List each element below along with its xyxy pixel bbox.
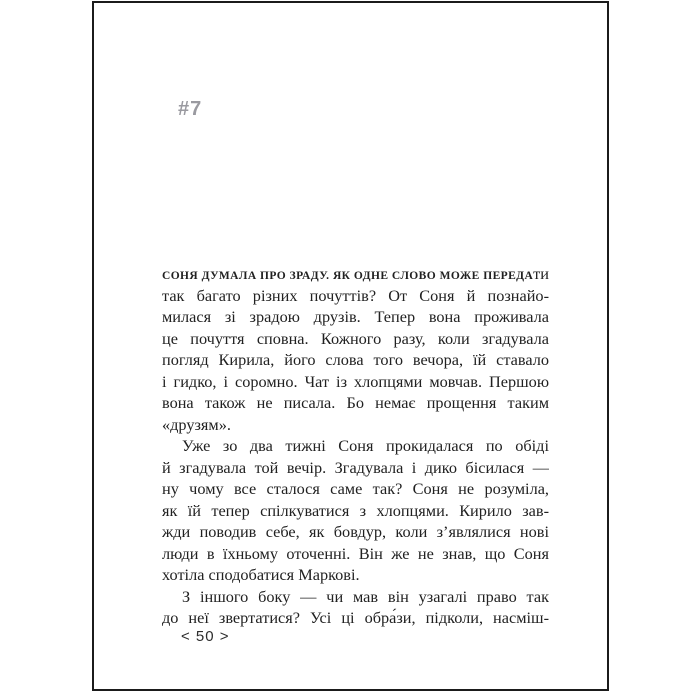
text-line: й згадувала той вечір. Згадувала і дико бісилася — [162, 457, 549, 477]
text-line: СОНЯ ДУМАЛА ПРО ЗРАДУ. ЯК ОДНЕ СЛОВО МОЖЕ ПЕРЕДАти [162, 264, 549, 283]
text-line: З іншого боку — чи мав він узагалі право так [182, 586, 549, 606]
text-line: погляд Кирила, його слова того вечора, їй ставало [162, 350, 549, 369]
text-line: люди в їхньому оточенні. Він же не знав, що Соня [162, 543, 549, 563]
text-line: милася зі зрадою друзів. Тепер вона проживала [162, 307, 549, 326]
text-line: це почуття сповна. Кожного разу, коли згадувала [162, 328, 549, 348]
text-line: Уже зо два тижні Соня прокидалася по обіді [182, 436, 549, 455]
lead-in-caps: СОНЯ ДУМАЛА ПРО ЗРАДУ. ЯК ОДНЕ СЛОВО МОЖЕ ПЕРЕДА [162, 270, 534, 282]
text-line: як їй тепер спілкуватися з хлопцями. Кирило зав- [162, 500, 549, 520]
chapter-heading: #7 [178, 98, 203, 120]
text-line: жди поводив себе, як бовдур, коли з’являлися нові [162, 522, 549, 541]
body-text [162, 263, 549, 629]
text-line: так багато різних почуттів? От Соня й познайо- [162, 285, 549, 305]
text-line: хотіла сподобатися Маркові. [162, 565, 360, 584]
text-line: до неї звертатися? Усі ці обра́зи, підколи, насміш- [162, 608, 549, 627]
text-line: «друзям». [162, 414, 231, 434]
book-page[interactable] [92, 1, 609, 691]
text-line: ну чому все сталося саме так? Соня не розуміла, [162, 479, 549, 498]
text-line: вона також не писала. Бо немає прощення таким [162, 393, 549, 412]
page-number: < 50 > [181, 628, 230, 645]
text-line: і гидко, і соромно. Чат із хлопцями мовчав. Першою [162, 371, 549, 391]
